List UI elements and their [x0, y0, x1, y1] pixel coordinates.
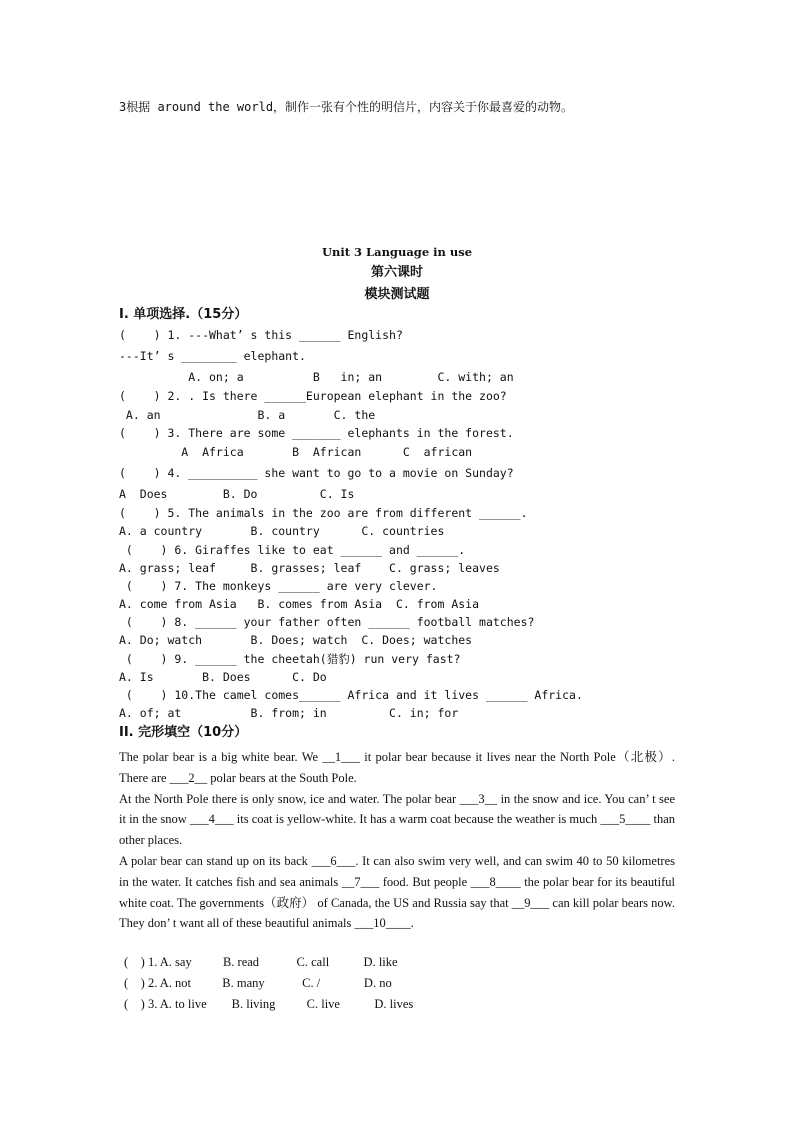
mc-line: ( ) 5. The animals in the zoo are from different ______. — [119, 506, 528, 520]
cloze-question: ( ) 2. A. not B. many C. / D. no — [124, 976, 392, 990]
mc-line: A Africa B African C african — [119, 445, 473, 459]
mc-line: A. on; a B in; an C. with; an — [119, 370, 514, 384]
mc-line: A. Is B. Does C. Do — [119, 670, 327, 684]
passage-paragraph: A polar bear can stand up on its back ___6___. It can also swim very well, and can swim 40 to 50 kilometres in the water. It catches fish and sea animals __7___ food. But people ___8____ the polar bear for its beautiful white coat. The governments（政府） of Canada, the US and Russia say that __9___ can kill polar bears now. They don’ t want all of these beautiful animals ___10____. — [119, 853, 675, 931]
lesson-title: 第六课时 — [370, 265, 423, 280]
mc-line: ( ) 6. Giraffes like to eat ______ and ______. — [119, 543, 466, 557]
mc-line: A Does B. Do C. Is — [119, 487, 355, 501]
mc-line: A. Do; watch B. Does; watch C. Does; watches — [119, 633, 473, 647]
mc-line: A. grass; leaf B. grasses; leaf C. grass; leaves — [119, 561, 500, 575]
mc-line: ---It’ s ________ elephant. — [119, 349, 306, 363]
cloze-question: ( ) 3. A. to live B. living C. live D. lives — [124, 997, 414, 1011]
passage-paragraph: The polar bear is a big white bear. We __1___ it polar bear because it lives near the North Pole（北极）. There are ___2__ polar bears at the South Pole. — [119, 750, 675, 785]
cloze-question: ( ) 1. A. say B. read C. call D. like — [124, 955, 398, 969]
mc-line: A. an B. a C. the — [119, 408, 376, 422]
mc-line: A. of; at B. from; in C. in; for — [119, 706, 459, 720]
test-title: 模块测试题 — [364, 287, 430, 302]
mc-line: A. come from Asia B. comes from Asia C. from Asia — [119, 597, 480, 611]
mc-line: ( ) 2. . Is there ______European elephant in the zoo? — [119, 389, 507, 403]
mc-line: ( ) 8. ______ your father often ______ football matches? — [119, 615, 535, 629]
mc-line: ( ) 4. __________ she want to go to a movie on Sunday? — [119, 466, 514, 480]
mc-line: A. a country B. country C. countries — [119, 524, 445, 538]
mc-line: ( ) 1. ---What’ s this ______ English? — [119, 328, 403, 342]
cloze-passage — [119, 747, 675, 934]
unit-title: Unit 3 Language in use — [321, 245, 473, 259]
section-1-heading: I. 单项选择.（15分） — [119, 307, 248, 322]
section-2-heading: II. 完形填空（10分） — [119, 725, 248, 740]
mc-line: ( ) 3. There are some _______ elephants in the forest. — [119, 426, 514, 440]
passage-paragraph: At the North Pole there is only snow, ice and water. The polar bear ___3__ in the snow and ice. You can’ t see it in the snow ___4___ its coat is yellow-white. It has a warm coat because the weather is much ___5____ than other places. — [119, 791, 675, 848]
mc-line: ( ) 7. The monkeys ______ are very clever. — [119, 579, 438, 593]
mc-line: ( ) 9. ______ the cheetah(猎豹) run very fast? — [119, 652, 461, 666]
mc-line: ( ) 10.The camel comes______ Africa and it lives ______ Africa. — [119, 688, 583, 702]
writing-task-prompt: 3根据 around the world，制作一张有个性的明信片，内容关于你最喜爱的动物。 — [119, 100, 574, 114]
